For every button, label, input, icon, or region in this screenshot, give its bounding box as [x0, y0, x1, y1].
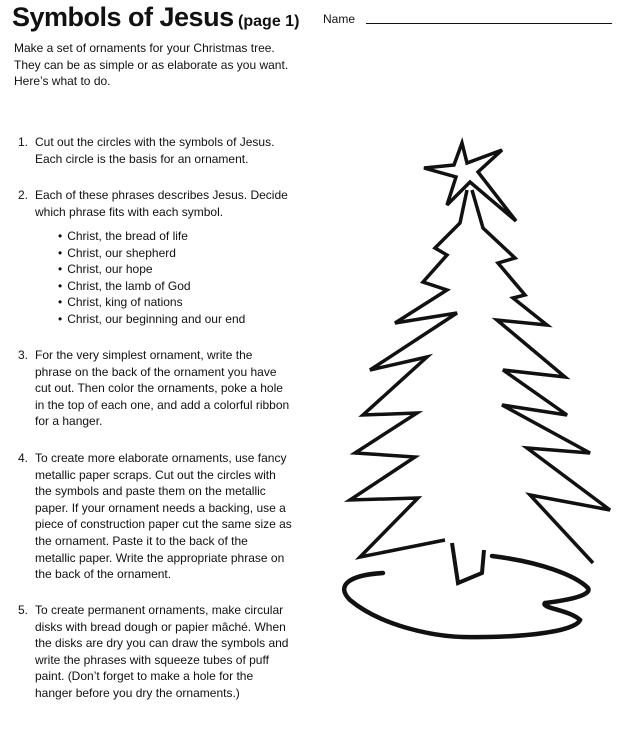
- phrase-item: • Christ, our shepherd: [58, 245, 245, 262]
- phrase-item: • Christ, the bread of life: [58, 228, 245, 245]
- step-line: Cut out the circles with the symbols of Jesus.: [35, 135, 275, 149]
- step-line: write the phrases with squeeze tubes of puff: [35, 652, 269, 667]
- step-line: paper. If your ornament needs a backing, use a: [35, 500, 286, 515]
- phrase-item: • Christ, our beginning and our end: [58, 311, 245, 328]
- step-line: in the top of each one, and add a colorful ribbon: [35, 397, 290, 412]
- phrase-item: • Christ, the lamb of God: [58, 278, 245, 295]
- step-number: 2.: [18, 188, 29, 202]
- tree-trunk: [452, 543, 484, 583]
- step-line: which phrase fits with each symbol.: [35, 204, 224, 219]
- intro-line: They can be as simple or as elaborate as you want.: [14, 57, 289, 72]
- step-line: disks with bread dough or papier mâché. When: [35, 619, 286, 634]
- intro-line: Here’s what to do.: [14, 74, 111, 89]
- step-line: phrase on the back of the ornament you have: [35, 364, 277, 379]
- step-line: piece of construction paper cut the same size as: [35, 517, 292, 532]
- step-line: metallic paper scraps. Cut out the circles with: [35, 467, 276, 482]
- step-line: paint. (Don’t forget to make a hole for the: [35, 669, 254, 684]
- star-icon: [424, 143, 516, 221]
- intro-line: Make a set of ornaments for your Christmas tree.: [14, 41, 275, 55]
- step-line: To create permanent ornaments, make circular: [35, 603, 284, 617]
- step-line: Each of these phrases describes Jesus. Decide: [35, 188, 288, 202]
- step-number: 3.: [18, 348, 29, 362]
- step-line: the back of the ornament.: [35, 567, 172, 582]
- step-number: 1.: [18, 135, 29, 149]
- step-line: the disks are dry you can draw the symbols and: [35, 636, 289, 651]
- step-line: cut out. Then color the ornaments, poke a hole: [35, 381, 283, 396]
- tree-base-shadow: [344, 556, 588, 637]
- step-number: 5.: [18, 603, 29, 617]
- step-line: For the very simplest ornament, write the: [35, 348, 253, 362]
- step-line: To create more elaborate ornaments, use fancy: [35, 451, 287, 465]
- phrase-item: • Christ, king of nations: [58, 294, 245, 311]
- tree-left-outline: [350, 190, 467, 557]
- name-label: Name: [323, 12, 356, 26]
- step-number: 4.: [18, 451, 29, 465]
- tree-right-outline: [472, 190, 610, 563]
- step-line: for a hanger.: [35, 414, 103, 429]
- step-line: the ornament. Paste it to the back of the: [35, 533, 248, 548]
- page-label: (page 1): [238, 13, 300, 30]
- step-line: the symbols and paste them on the metallic: [35, 484, 266, 499]
- title-text: Symbols of Jesus: [12, 2, 234, 32]
- phrase-item: • Christ, our hope: [58, 261, 245, 278]
- step-line: Each circle is the basis for an ornament.: [35, 151, 249, 166]
- step-line: hanger before you dry the ornaments.): [35, 685, 240, 700]
- step-line: metallic paper. Write the appropriate phrase on: [35, 550, 285, 565]
